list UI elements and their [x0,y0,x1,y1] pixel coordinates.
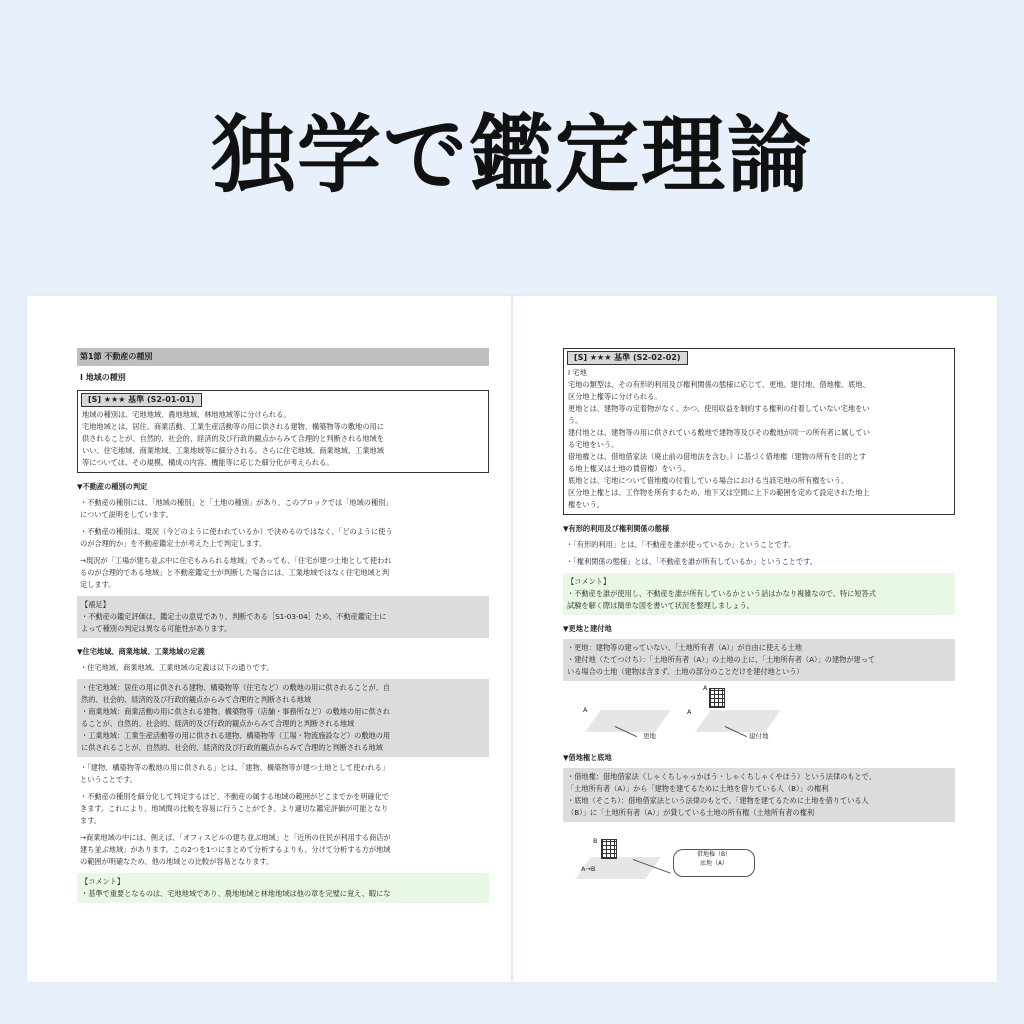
text-line: ・不動産の鑑定評価は、鑑定士の意見であり、判断である［S1-03-04］ため、不動産鑑定士に [81,612,387,621]
rule-line: 宅地の類型は、その有形的利用及び権利関係の態様に応じて、更地、建付地、借地権、底地、 [568,380,870,389]
heading: ▼借地権と底地 [563,753,612,762]
paragraph: ・「有形的利用」とは、「不動産を誰が使っているか」ということです。 [566,540,796,549]
text-line: について説明をしています。 [80,510,173,519]
built-land-label: 建付地 [749,732,769,740]
text-line: のが合理的か」を不動産鑑定士が考えた上で判定します。 [80,539,267,548]
text-line: 「土地所有者（A）」から「建物を建てるために土地を借りている人（B）」の権利 [567,784,829,793]
text-line: ・工業地域：工業生産活動等の用に供される建物、構築物等（工場・物流施設など）の敷地の用 [81,731,391,740]
lease-relation-label: A→B [581,865,596,873]
definition-box [563,768,955,822]
text-line: ます。 [80,816,101,825]
text-line: →現況が「工場が建ち並ぶ中に住宅もみられる地域」であっても、「住宅が建つ土地として使われ [80,556,392,565]
owner-label: A [583,706,588,714]
text-line: いる場合の土地（建物は含まず、土地の部分のことだけを建付地という） [567,667,804,676]
paragraph: ・「権利関係の態様」とは、「不動産を誰が所有しているか」ということです。 [566,557,817,566]
heading: ▼不動産の種別の判定 [77,482,148,491]
text-line: 定します。 [80,580,116,589]
left-document-page [27,296,511,982]
rule-line: る地上権又は土地の賃借権）をいう。 [568,464,691,473]
heading: ▼更地と建付地 [563,624,612,633]
text-line: ということです。 [80,775,137,784]
paragraph [80,526,489,550]
rule-tag: [S] ★★★ 基準 (S2-02-02) [567,351,688,365]
text-line: 建ち並ぶ地域」があります。この2つを1つにまとめて分析するよりも、分けて分析する方が地域 [80,845,391,854]
rule-line: Ⅰ 宅地 [568,368,587,377]
text-line: ・不動産の種別は、現況（今どのように使われているか）で決めるのではなく、「どのように使う [80,527,393,536]
text-line: ・不動産の種別には、「地域の種別」と「土地の種別」があり、このブロックでは「地域の種別」 [80,498,393,507]
text-line: ・借地権：借地借家法（しゃくちしゃっかほう・しゃくちしゃくやほう）という法律のもとで、 [567,772,876,781]
paragraph [80,791,489,827]
section-bar: 第1節 不動産の種別 [77,348,489,366]
ownership-label: 底地（A） [699,860,729,867]
rule-line: 借地権とは、借地借家法（廃止前の借地法を含む。）に基づく借地権（建物の所有を目的とす [568,452,867,461]
definition-box [563,639,955,681]
text-line: ・「建物、構築物等の敷地の用に供される」とは、「建物、構築物等が建つ土地として使われる」 [80,763,390,772]
leasehold-label: 借地権（B） [696,851,732,858]
rule-line: 供されることが、自然的、社会的、経済的及び行政的観点からみて合理的と判断される地域を [82,434,384,443]
rule-line: る宅地をいう。 [568,440,619,449]
building-icon [709,688,725,708]
definition-box [77,679,489,757]
text-line: の範囲が明確なため、他の地域との比較が容易となります。 [80,857,274,866]
box-label: 【コメント】 [567,577,611,586]
text-line: るのが合理的である地域」と不動産鑑定士が判断した場合には、工業地域ではなく住宅地域と判 [80,568,390,577]
text-line: ることが、自然的、社会的、経済的及び行政的観点からみて合理的と判断される地域 [81,719,355,728]
building-icon [601,839,617,859]
text-line: 然的、社会的、経済的及び行政的観点からみて合理的と判断される地域 [81,695,312,704]
rule-line: う。 [568,416,583,425]
rule-line: 権をいう。 [568,500,604,509]
text-line: →商業地域の中には、例えば、「オフィスビルの建ち並ぶ地域」と「近所の住民が利用する商店が [80,833,391,842]
text-line: ・商業地域：商業活動の用に供される建物、構築物等（店舗・事務所など）の敷地の用に供され [81,707,391,716]
rule-line: 宅地地域とは、居住、商業活動、工業生産活動等の用に供される建物、構築物等の敷地の用に [82,422,384,431]
text-line: ・底地（そこち）：借地借家法という法律のもとで、「建物を建てるために土地を借りている人 [567,796,869,805]
text-line: ・不動産の種別を細分化して判定するほど、不動産の属する地域の範囲がどこまでかを明確化で [80,792,390,801]
lessee-label: B [593,837,598,845]
comment-box [77,873,489,903]
paragraph [80,555,489,591]
vacant-land-label: 更地 [643,732,656,740]
heading: ▼有形的利用及び権利関係の態様 [563,524,670,533]
supplement-box [77,596,489,638]
text-line: ・不動産を誰が使用し、不動産を誰が所有しているかという話はかなり複雑なので、特に短答式 [567,589,876,598]
owner-label: A [687,708,692,716]
vacant-vs-built-diagram [563,686,955,742]
rule-line: 底地とは、宅地について借地権の付着している場合における当該宅地の所有権をいう。 [568,476,849,485]
heading: ▼住宅地域、商業地域、工業地域の定義 [77,647,205,656]
rule-line: 更地とは、建物等の定着物がなく、かつ、使用収益を制約する権利の付着していない宅地をい [568,404,870,413]
text-line: （B）」に「土地所有者（A）」が貸している土地の所有権（土地所有者の権利 [567,808,815,817]
text-line: 試験を解く際は簡単な図を書いて状況を整理しましょう。 [567,601,754,610]
right-document-page [513,296,997,982]
rule-line: 区分地上権とは、工作物を所有するため、地下又は空間に上下の範囲を定めて設定された地上 [568,488,870,497]
paragraph: ・住宅地域、商業地域、工業地域の定義は以下の通りです。 [80,663,274,672]
rule-line: 区分地上権等に分けられる。 [568,392,662,401]
text-line: ・基準で重要となるのは、宅地地域であり、農地地域と林地地域は他の章を完璧に覚え、暇にな [81,889,391,898]
owner-label: A [703,684,708,692]
text-line: ・建付地（たてつけち）：「土地所有者（A）」の土地の上に、「土地所有者（A）」の建物が建って [567,655,876,664]
rule-box [563,348,955,515]
comment-box [563,573,955,615]
page-title: 独学で鑑定理論 [210,106,813,204]
paragraph [80,762,489,786]
rule-box [77,390,489,473]
rights-bubble [673,849,755,877]
land-plot-vacant [585,710,670,732]
paragraph [80,832,489,868]
text-line: きます。これにより、地域間の比較を容易に行うことができ、より適切な鑑定評価が可能となり [80,804,389,813]
text-line: に供されることが、自然的、社会的、経済的及び行政的観点からみて合理的と判断される地域 [81,743,383,752]
rule-line: いい、住宅地域、商業地域、工業地域等に細分される。さらに住宅地域、商業地域、工業地域 [82,446,384,455]
box-label: 【コメント】 [81,877,125,886]
text-line: ・更地：建物等の建っていない、「土地所有者（A）」が自由に使える土地 [567,643,802,652]
land-plot-built [695,710,780,732]
paragraph [80,497,489,521]
rule-line: 建付地とは、建物等の用に供されている敷地で建物等及びその敷地が同一の所有者に属してい [568,428,870,437]
subsection-title: Ⅰ 地域の種別 [80,373,126,382]
text-line: よって種別の判定は異なる可能性があります。 [81,624,232,633]
leasehold-diagram [563,827,955,887]
text-line: ・住宅地域：居住の用に供される建物、構築物等（住宅など）の敷地の用に供されることが、自 [81,683,391,692]
rule-tag: [S] ★★★ 基準 (S2-01-01) [81,393,202,407]
rule-line: 地域の種別は、宅地地域、農地地域、林地地域等に分けられる。 [82,410,291,419]
box-label: 【補足】 [81,600,110,609]
rule-line: 等については、その規模、構成の内容、機能等に応じた細分化が考えられる。 [82,458,334,467]
